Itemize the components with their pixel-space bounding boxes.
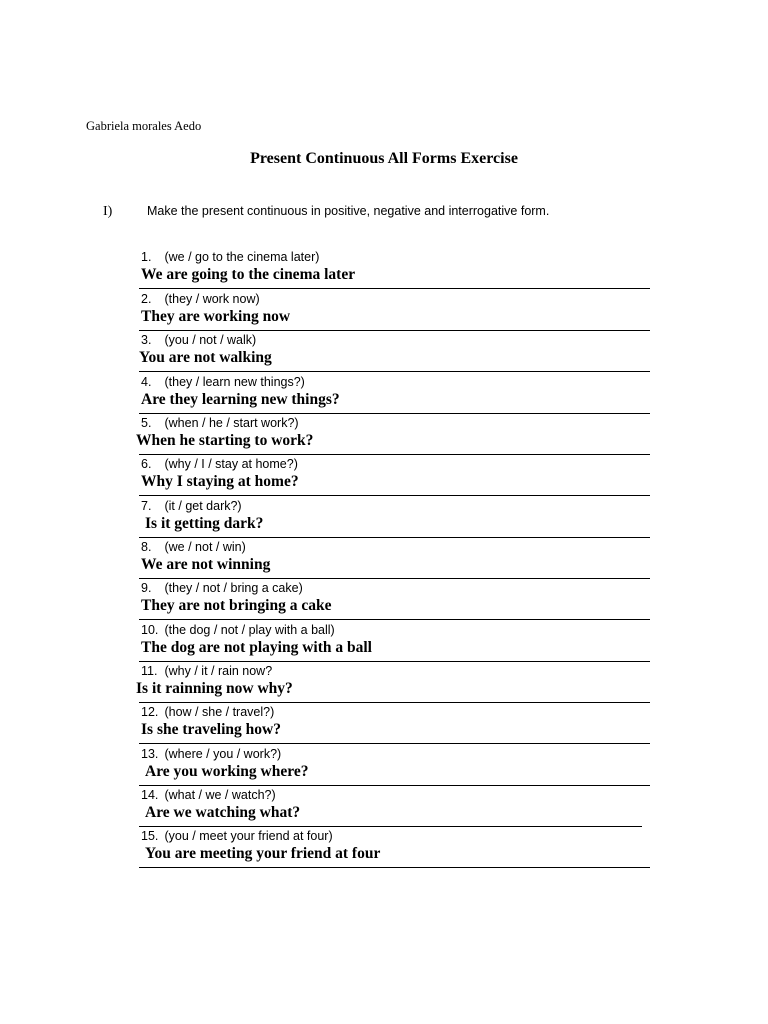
item-answer: Are they learning new things? bbox=[141, 391, 340, 408]
prompt-text: (it / get dark?) bbox=[164, 499, 242, 513]
item-prompt bbox=[141, 747, 281, 761]
answer-line bbox=[139, 413, 650, 414]
item-prompt bbox=[141, 375, 305, 389]
item-prompt bbox=[141, 581, 303, 595]
item-prompt bbox=[141, 623, 335, 637]
page-title: Present Continuous All Forms Exercise bbox=[250, 150, 518, 167]
exercise-item-14 bbox=[0, 788, 768, 830]
prompt-text: (why / I / stay at home?) bbox=[164, 457, 298, 471]
exercise-item-4 bbox=[0, 375, 768, 417]
prompt-text: (we / go to the cinema later) bbox=[164, 250, 320, 264]
item-answer: We are going to the cinema later bbox=[141, 266, 356, 283]
item-number: 2. bbox=[141, 292, 152, 306]
answer-line bbox=[139, 661, 650, 662]
exercise-item-11 bbox=[0, 664, 768, 706]
item-number: 11. bbox=[141, 664, 158, 678]
item-answer: Is it rainning now why? bbox=[136, 680, 293, 697]
item-number: 13. bbox=[141, 747, 159, 761]
item-number: 14. bbox=[141, 788, 159, 802]
exercise-item-8 bbox=[0, 540, 768, 582]
item-number: 3. bbox=[141, 333, 152, 347]
item-answer: The dog are not playing with a ball bbox=[141, 639, 372, 656]
item-number: 10. bbox=[141, 623, 159, 637]
prompt-text: (how / she / travel?) bbox=[164, 705, 275, 719]
answer-line bbox=[139, 371, 650, 372]
prompt-text: (where / you / work?) bbox=[164, 747, 282, 761]
answer-line bbox=[139, 330, 650, 331]
item-number: 6. bbox=[141, 457, 152, 471]
answer-line bbox=[139, 619, 650, 620]
item-number: 8. bbox=[141, 540, 152, 554]
item-answer: You are not walking bbox=[139, 349, 272, 366]
prompt-text: (why / it / rain now? bbox=[164, 664, 273, 678]
item-number: 5. bbox=[141, 416, 152, 430]
item-prompt bbox=[141, 457, 298, 471]
item-number: 1. bbox=[141, 250, 152, 264]
exercise-item-7 bbox=[0, 499, 768, 541]
item-answer: Is she traveling how? bbox=[141, 721, 281, 738]
item-prompt bbox=[141, 540, 246, 554]
answer-line bbox=[139, 867, 650, 868]
answer-line bbox=[139, 454, 650, 455]
exercise-item-15 bbox=[0, 829, 768, 871]
item-answer: You are meeting your friend at four bbox=[145, 845, 381, 862]
item-answer: They are working now bbox=[141, 308, 291, 325]
item-number: 7. bbox=[141, 499, 152, 513]
author-name: Gabriela morales Aedo bbox=[86, 119, 202, 133]
item-prompt bbox=[141, 664, 272, 678]
item-number: 12. bbox=[141, 705, 159, 719]
item-number: 15. bbox=[141, 829, 159, 843]
exercise-item-10 bbox=[0, 623, 768, 665]
item-prompt bbox=[141, 499, 242, 513]
item-answer: When he starting to work? bbox=[136, 432, 314, 449]
answer-line bbox=[139, 537, 650, 538]
item-answer: Are we watching what? bbox=[145, 804, 301, 821]
answer-line bbox=[139, 785, 650, 786]
section-number: I) bbox=[103, 204, 113, 219]
prompt-text: (they / learn new things?) bbox=[164, 375, 305, 389]
prompt-text: (you / not / walk) bbox=[164, 333, 257, 347]
prompt-text: (they / not / bring a cake) bbox=[164, 581, 303, 595]
answer-line bbox=[139, 495, 650, 496]
exercise-item-12 bbox=[0, 705, 768, 747]
answer-line bbox=[139, 743, 650, 744]
item-answer: They are not bringing a cake bbox=[141, 597, 332, 614]
item-prompt bbox=[141, 829, 333, 843]
prompt-text: (we / not / win) bbox=[164, 540, 246, 554]
exercise-item-13 bbox=[0, 747, 768, 789]
prompt-text: (they / work now) bbox=[164, 292, 260, 306]
prompt-text: (what / we / watch?) bbox=[164, 788, 276, 802]
instruction-text: Make the present continuous in positive, negative and interrogative form. bbox=[147, 204, 550, 218]
item-prompt bbox=[141, 333, 256, 347]
answer-line bbox=[139, 578, 650, 579]
exercise-item-1 bbox=[0, 250, 768, 292]
exercise-item-9 bbox=[0, 581, 768, 623]
prompt-text: (the dog / not / play with a ball) bbox=[164, 623, 335, 637]
exercise-item-5 bbox=[0, 416, 768, 458]
prompt-text: (you / meet your friend at four) bbox=[164, 829, 333, 843]
item-number: 4. bbox=[141, 375, 152, 389]
item-prompt bbox=[141, 788, 276, 802]
item-answer: We are not winning bbox=[141, 556, 271, 573]
answer-line bbox=[139, 702, 650, 703]
prompt-text: (when / he / start work?) bbox=[164, 416, 299, 430]
answer-line bbox=[139, 288, 650, 289]
exercise-item-2 bbox=[0, 292, 768, 334]
answer-line bbox=[139, 826, 642, 827]
item-prompt bbox=[141, 705, 274, 719]
item-prompt bbox=[141, 416, 299, 430]
item-number: 9. bbox=[141, 581, 152, 595]
item-answer: Is it getting dark? bbox=[145, 515, 264, 532]
item-answer: Why I staying at home? bbox=[141, 473, 299, 490]
item-prompt bbox=[141, 292, 260, 306]
item-answer: Are you working where? bbox=[145, 763, 309, 780]
exercise-item-6 bbox=[0, 457, 768, 499]
exercise-item-3 bbox=[0, 333, 768, 375]
item-prompt bbox=[141, 250, 319, 264]
